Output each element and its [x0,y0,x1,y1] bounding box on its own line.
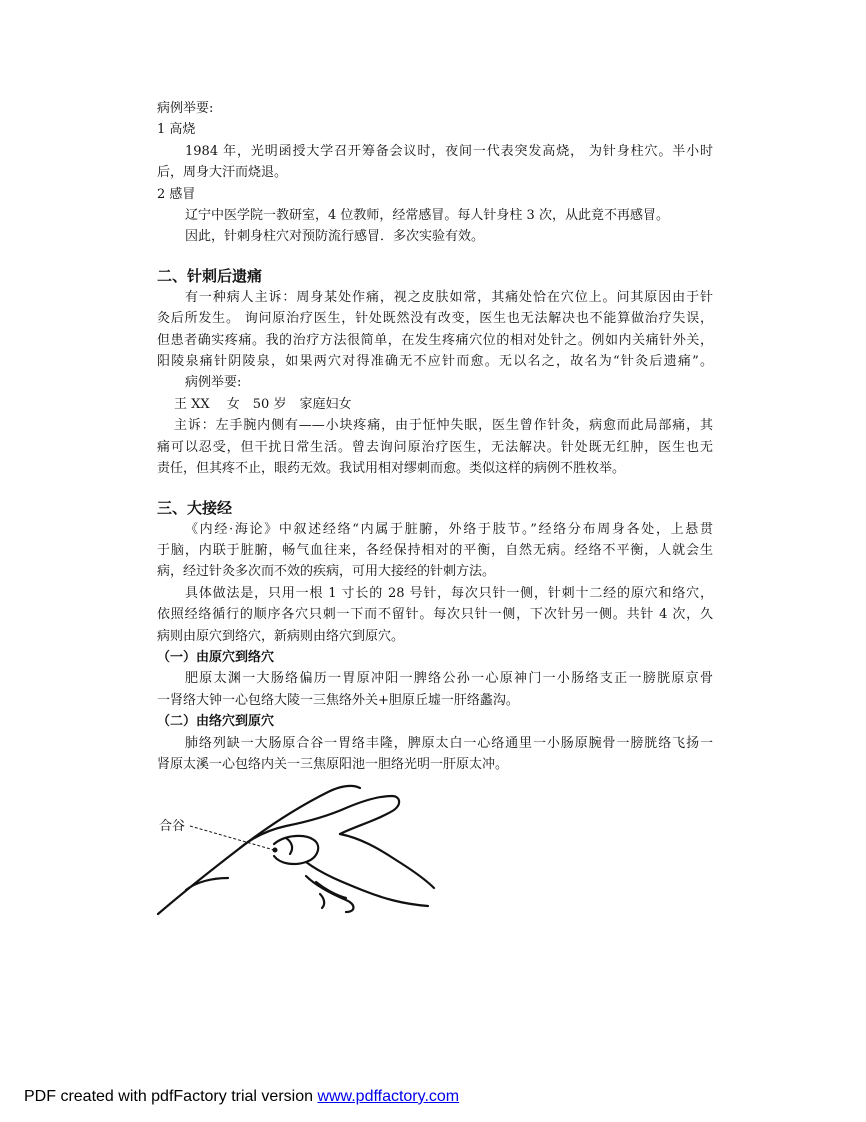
case1-line1: 1984 年，光明函授大学召开筹备会议时，夜间一代表突发高烧， 为针身柱穴。半小时 [185,143,713,159]
subsection2-heading: （二）由络穴到原穴 [157,714,275,730]
case1-line2: 后，周身大汗而烧退。 [157,165,288,181]
section3-p2-line2: 依照经络循行的顺序各穴只刺一下而不留针。每次只针一侧，下次针另一侧。共针 4 次，久 [157,607,713,623]
section2-heading: 二、针刺后遗痛 [157,266,263,285]
patient-info: 王 XX 女 50 岁 家庭妇女 [174,396,352,412]
cases-heading: 病例举要: [157,101,214,116]
subsection1-line2: 一肾络大钟一心包络大陵一三焦络外关+胆原丘墟一肝络蠡沟。 [157,692,519,708]
case2-line1: 辽宁中医学院一教研室，4 位教师，经常感冒。每人针身柱 3 次，从此竟不再感冒。 [185,208,669,224]
section3-p1-line3: 病，经过针灸多次而不效的疾病，可用大接经的针刺方法。 [157,564,496,580]
section2-p1-line2: 灸后所发生。 询问原治疗医生，针处既然没有改变，医生也无法解决也不能算做治疗失误， [157,311,713,327]
hand-acupoint-figure [156,778,438,924]
subsection1-line1: 肥原太渊一大肠络偏历一胃原冲阳一脾络公孙一心原神门一小肠络支正一膀胱原京骨 [185,671,713,687]
subsection2-line1: 肺络列缺一大肠原合谷一胃络丰隆，脾原太白一心络通里一小肠原腕骨一膀胱络飞扬一 [185,735,713,751]
hand-illustration [156,778,438,924]
section2-p1-line1: 有一种病人主诉：周身某处作痛，视之皮肤如常，其痛处恰在穴位上。问其原因由于针 [185,289,713,305]
document-body [157,98,713,775]
complaint-line2: 痛可以忍受，但干扰日常生活。曾去询问原治疗医生，无法解决。针处既无红肿，医生也无 [157,439,713,455]
pdf-footer [24,1088,459,1106]
case2-line2: 因此，针刺身柱穴对预防流行感冒．多次实验有效。 [185,229,485,245]
section2-p1-line4: 阳陵泉痛针阴陵泉，如果两穴对得准确无不应针而愈。无以名之，故名为“针灸后遗痛”。 [157,354,713,370]
section3-p1-line2: 于脑，内联于脏腑，畅气血往来，各经保持相对的平衡，自然无病。经络不平衡，人就会生 [157,542,713,558]
subsection1-heading: （一）由原穴到络穴 [157,649,275,665]
pdffactory-link[interactable]: www.pdffactory.com [317,1088,460,1105]
section3-heading: 三、大接经 [157,498,233,517]
section3-p2-line3: 病则由原穴到络穴，新病则由络穴到原穴。 [157,628,405,644]
section2-cases-label: 病例举要: [185,375,242,391]
case2-title: 2 感冒 [157,186,196,202]
section3-p2-line1: 具体做法是，只用一根 1 寸长的 28 号针，每次只针一侧，针刺十二经的原穴和络穴， [185,585,713,601]
acupoint-marker [273,848,278,853]
complaint-line1: 主诉：左手腕内侧有——小块疼痛，由于怔忡失眠，医生曾作针灸，病愈而此局部痛，其 [174,418,713,434]
case1-title: 1 高烧 [157,122,196,138]
footer-text: PDF created with pdfFactory trial version [24,1088,318,1105]
complaint-line3: 责任，但其疼不止，眼药无效。我试用相对缪刺而愈。类似这样的病例不胜枚举。 [157,461,626,477]
hegu-label: 合谷 [159,819,186,834]
subsection2-line2: 肾原太溪一心包络内关一三焦原阳池一胆络光明一肝原太冲。 [157,756,509,772]
pointer-line [190,826,274,850]
section2-p1-line3: 但患者确实疼痛。我的治疗方法很简单，在发生疼痛穴位的相对处针之。例如内关痛针外关， [157,332,713,348]
section3-p1-line1: 《内经·海论》中叙述经络“内属于脏腑，外络于肢节。”经络分布周身各处，上悬贯 [185,521,713,537]
hand-outline [158,786,434,914]
